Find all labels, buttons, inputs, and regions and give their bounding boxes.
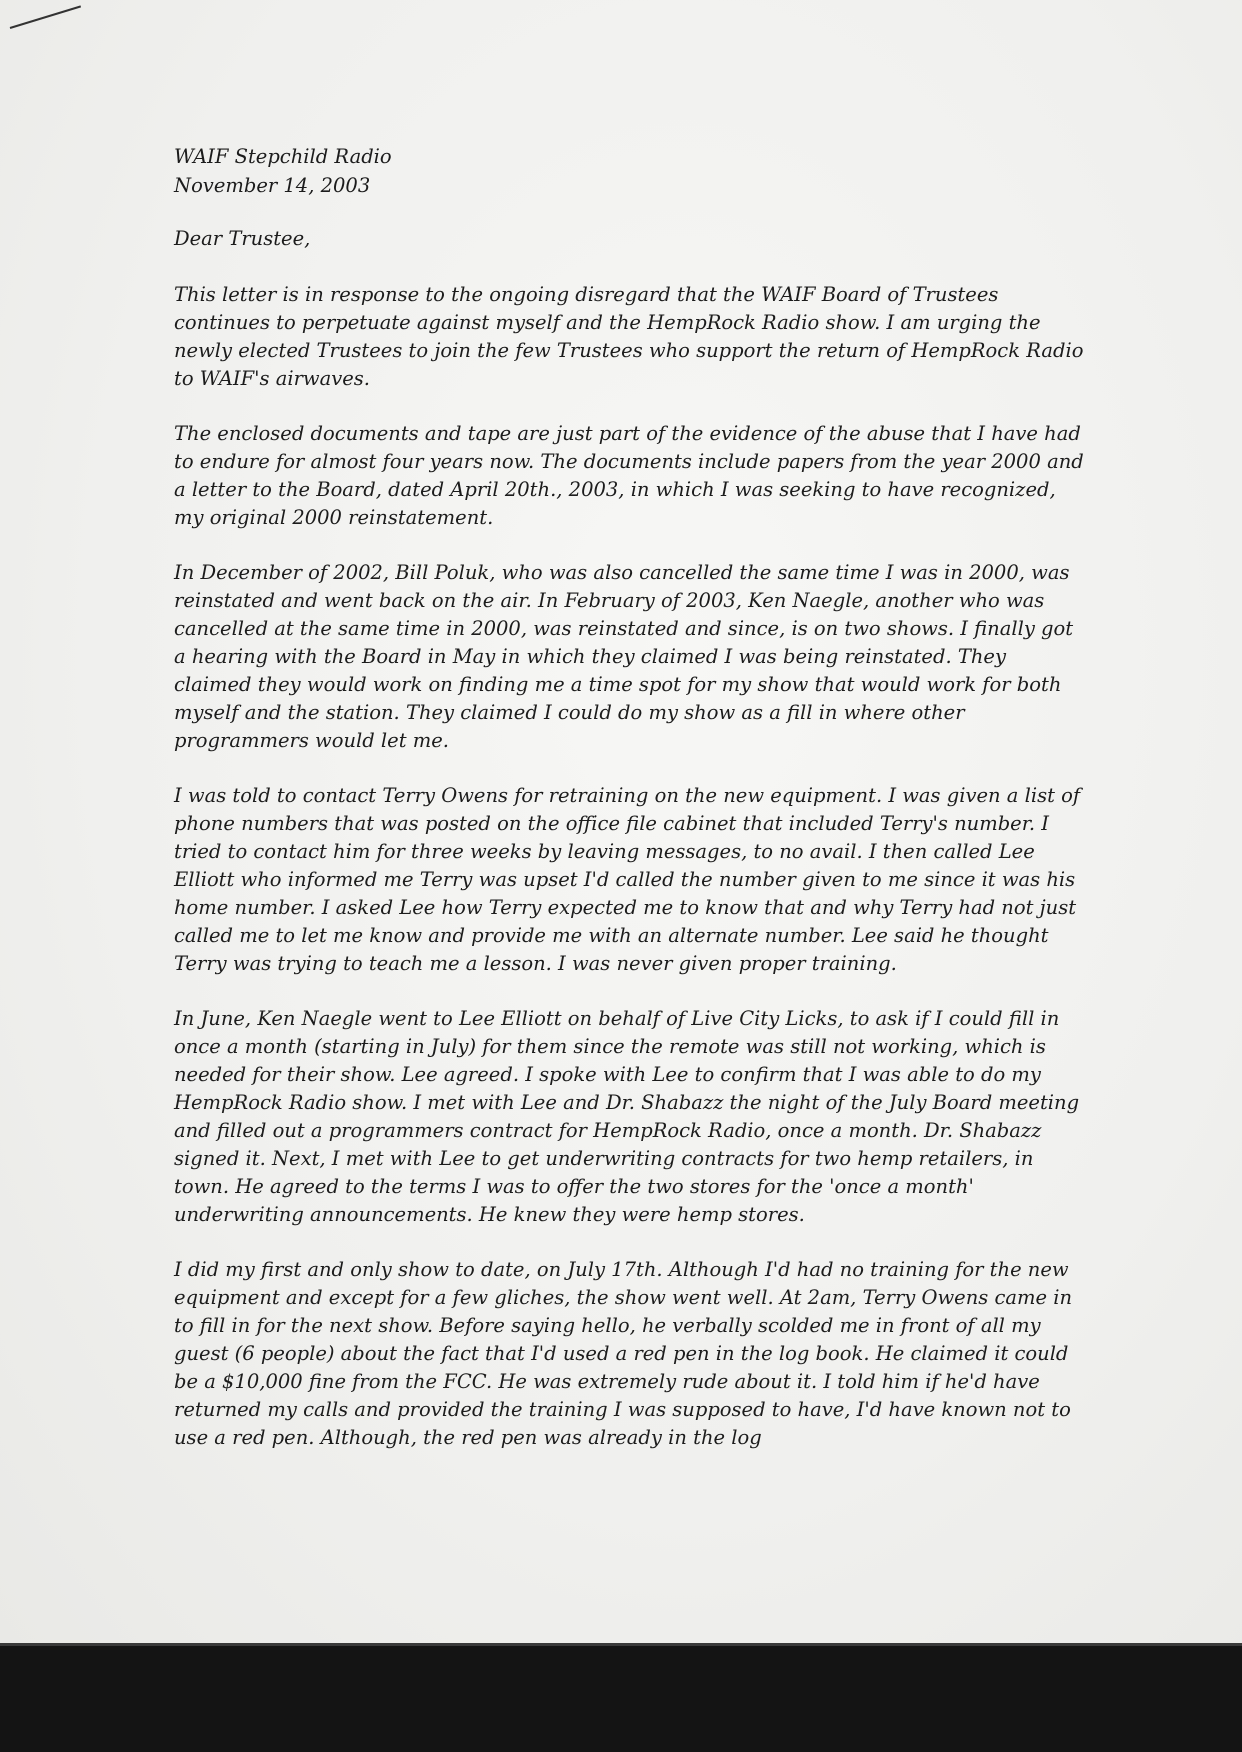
date-line: November 14, 2003	[174, 174, 371, 197]
paragraph: This letter is in response to the ongoing disregard that the WAIF Board of Trustees continues to perpetuate against myself and the HempRock Radio show. I am urging the newly elected Trustees to join the few Trustees who support the return of HempRock Radio to WAIF's airwaves.	[174, 283, 1084, 390]
paragraph: I did my first and only show to date, on July 17th. Although I'd had no training for the new equipment and except for a few gliches, the show went well. At 2am, Terry Owens came in to fill in for the next show. Before saying hello, he verbally scolded me in front of all my guest (6 people) about the fact that I'd used a red pen in the log book. He claimed it could be a $10,000 fine from the FCC. He was extremely rude about it. I told him if he'd have returned my calls and provided the training I was supposed to have, I'd have known not to use a red pen. Although, the red pen was already in the log	[174, 1258, 1073, 1449]
sender-line: WAIF Stepchild Radio	[174, 145, 392, 168]
paragraph: I was told to contact Terry Owens for retraining on the new equipment. I was given a list of phone numbers that was posted on the office file cabinet that included Terry's number. I tried to contact him for three weeks by leaving messages, to no avail. I then called Lee Elliott who informed me Terry was upset I'd called the number given to me since it was his home number. I asked Lee how Terry expected me to know that and why Terry had not just called me to let me know and provide me with an alternate number. Lee said he thought Terry was trying to teach me a lesson. I was never given proper training.	[174, 784, 1081, 975]
paragraph: In December of 2002, Bill Poluk, who was also cancelled the same time I was in 2000, was reinstated and went back on the air. In February of 2003, Ken Naegle, another who was cancelled at the same time in 2000, was reinstated and since, is on two shows. I finally got a hearing with the Board in May in which they claimed I was being reinstated. They claimed they would work on finding me a time spot for my show that would work for both myself and the station. They claimed I could do my show as a fill in where other programmers would let me.	[174, 561, 1074, 752]
paragraph: The enclosed documents and tape are just part of the evidence of the abuse that I have had to endure for almost four years now. The documents include papers from the year 2000 and a letter to the Board, dated April 20th., 2003, in which I was seeking to have recognized, my original 2000 reinstatement.	[174, 422, 1084, 529]
scan-border	[0, 1643, 1242, 1752]
letter-body	[174, 142, 1088, 1452]
paragraph: In June, Ken Naegle went to Lee Elliott on behalf of Live City Licks, to ask if I could fill in once a month (starting in July) for them since the remote was still not working, which is needed for their show. Lee agreed. I spoke with Lee to confirm that I was able to do my HempRock Radio show. I met with Lee and Dr. Shabazz the night of the July Board meeting and filled out a programmers contract for HempRock Radio, once a month. Dr. Shabazz signed it. Next, I met with Lee to get underwriting contracts for two hemp retailers, in town. He agreed to the terms I was to offer the two stores for the 'once a month' underwriting announcements. He knew they were hemp stores.	[174, 1007, 1080, 1226]
scan-border-edge	[0, 1643, 1242, 1646]
salutation: Dear Trustee,	[174, 227, 311, 250]
